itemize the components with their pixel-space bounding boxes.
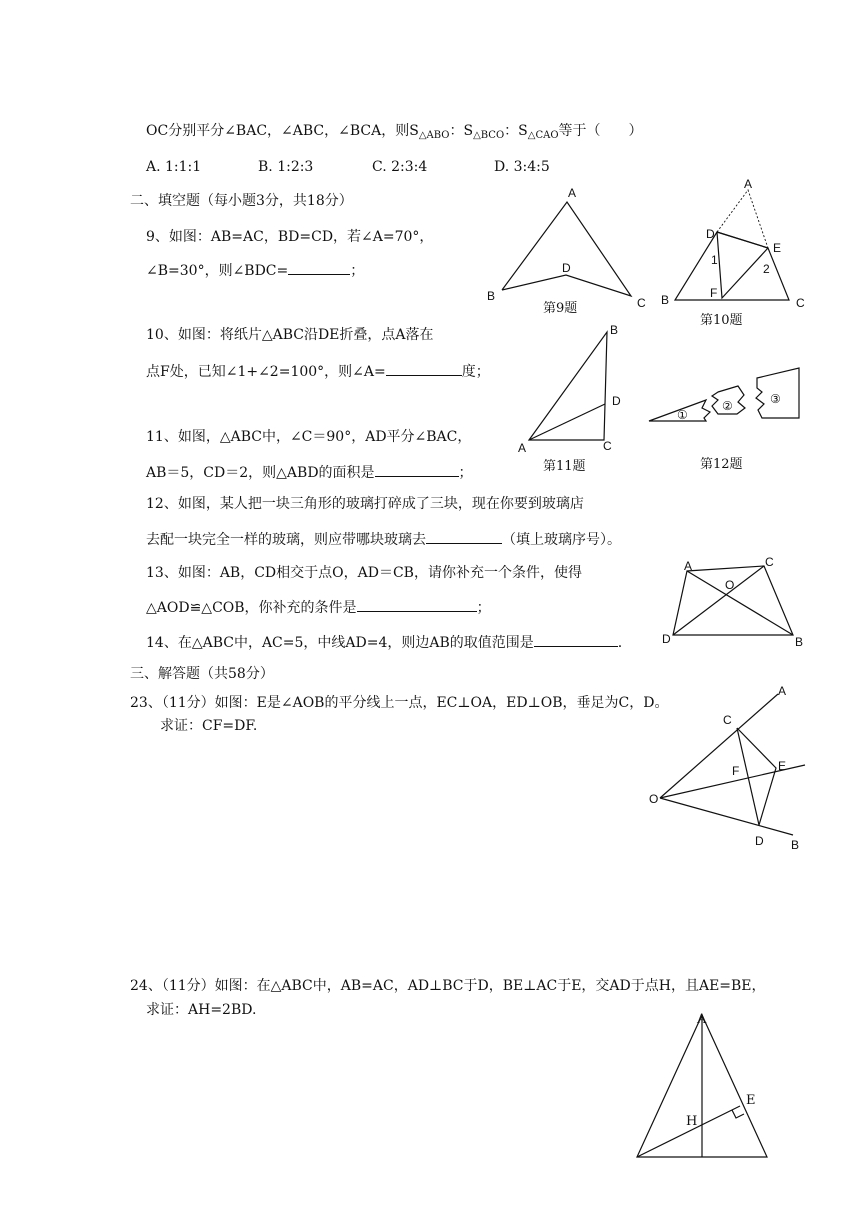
q13-text: △AOD≌△COB，你补充的条件是 bbox=[146, 600, 357, 616]
fig23-label-f: F bbox=[732, 764, 740, 778]
q10-end: 度； bbox=[461, 364, 490, 380]
fig24-right-angle bbox=[732, 1110, 744, 1118]
fig10-fold-lines bbox=[717, 232, 768, 298]
fig10-label-b: B bbox=[661, 293, 670, 307]
q8-option-a: A. 1:1:1 bbox=[146, 159, 202, 175]
fig10-label-e: E bbox=[773, 241, 782, 255]
q11-line1: 11、如图，△ABC中，∠C＝90°，AD平分∠BAC， bbox=[146, 429, 472, 445]
fig23-label-d: D bbox=[755, 834, 764, 848]
fig11-label-d: D bbox=[612, 394, 621, 408]
fig9-label-d: D bbox=[562, 261, 571, 275]
fig23-ray-oa bbox=[660, 694, 778, 798]
q24-line1: 24、（11分）如图：在△ABC中，AB=AC，AD⊥BC于D，BE⊥AC于E，交AD于点H，且AE=BE， bbox=[130, 978, 766, 994]
fig10-label-c: C bbox=[796, 296, 805, 310]
q10-line1: 10、如图：将纸片△ABC沿DE折叠，点A落在 bbox=[146, 327, 434, 343]
fig10-label-f: F bbox=[710, 286, 718, 300]
fig23-label-b: B bbox=[791, 838, 800, 852]
fig23-label-e: E bbox=[778, 759, 787, 773]
fig12-caption: 第12题 bbox=[700, 457, 743, 472]
q11-text: AB＝5，CD＝2，则△ABD的面积是 bbox=[146, 465, 375, 481]
fig10-label-a: A bbox=[744, 177, 753, 191]
fig24-label-a: A bbox=[697, 1012, 707, 1027]
fig9-caption: 第9题 bbox=[543, 301, 578, 316]
fig10-label-d: D bbox=[706, 227, 715, 241]
fig23-label-o: O bbox=[649, 792, 659, 806]
q14-text: 14、在△ABC中，AC=5，中线AD=4，则边AB的取值范围是 bbox=[146, 635, 534, 651]
fig13-label-c: C bbox=[765, 555, 774, 569]
fig11-caption: 第11题 bbox=[543, 459, 586, 474]
fig13-label-a: A bbox=[684, 559, 693, 573]
q12-end: （填上玻璃序号）。 bbox=[502, 532, 621, 548]
q11-end: ； bbox=[458, 465, 473, 481]
fig23-ray-ob bbox=[660, 798, 793, 835]
fig11-label-a: A bbox=[518, 441, 527, 455]
q8-sub-bco: △BCO bbox=[473, 130, 505, 141]
q8-sep2: ：S bbox=[504, 123, 528, 139]
q13-end: ； bbox=[476, 600, 491, 616]
q8-text: OC分别平分∠BAC，∠ABC，∠BCA，则S bbox=[146, 123, 419, 139]
q8-sub-abo: △ABO bbox=[418, 130, 450, 141]
q8-option-c: C. 2:3:4 bbox=[372, 159, 428, 175]
fig11-triangle bbox=[529, 332, 607, 440]
q12-line1: 12、如图，某人把一块三角形的玻璃打碎成了三块，现在你要到玻璃店 bbox=[146, 496, 584, 512]
section-2-heading: 二、填空题（每小题3分，共18分） bbox=[130, 193, 353, 209]
q10-text: 点F处，已知∠1+∠2=100°，则∠A= bbox=[146, 364, 386, 380]
fig24-label-e: E bbox=[746, 1093, 756, 1108]
fig10-label-1: 1 bbox=[711, 253, 718, 267]
fig11-bisector bbox=[529, 404, 605, 440]
q8-sep1: ：S bbox=[449, 123, 474, 139]
fig13-label-d: D bbox=[662, 632, 671, 646]
fig10-caption: 第10题 bbox=[700, 313, 743, 328]
fig9-label-a: A bbox=[568, 186, 577, 200]
q13-line1: 13、如图：AB，CD相交于点O，AD＝CB，请你补充一个条件，使得 bbox=[146, 565, 582, 581]
fig12-label-2: ② bbox=[722, 399, 733, 413]
q9-text: ∠B=30°，则∠BDC= bbox=[146, 263, 289, 279]
fig12-label-3: ③ bbox=[770, 392, 781, 406]
fig12-label-1: ① bbox=[677, 408, 688, 422]
q8-sub-cao: △CAO bbox=[527, 130, 559, 141]
fig9-label-b: B bbox=[487, 289, 496, 303]
fig23-label-c: C bbox=[723, 713, 732, 727]
fig11-label-b: B bbox=[610, 323, 619, 337]
q9-line1: 9、如图：AB=AC，BD=CD，若∠A=70°， bbox=[146, 229, 434, 245]
fig10-fold-dotted bbox=[717, 190, 768, 248]
fig23-label-a: A bbox=[778, 684, 787, 698]
q9-end: ； bbox=[350, 263, 365, 279]
q14-end: . bbox=[617, 635, 623, 651]
q8-option-b: B. 1:2:3 bbox=[258, 159, 314, 175]
fig13-label-o: O bbox=[725, 578, 735, 592]
q8-tail: 等于（ ） bbox=[558, 123, 643, 139]
q12-text: 去配一块完全一样的玻璃，则应带哪块玻璃去 bbox=[146, 532, 426, 548]
q24-line2: 求证：AH=2BD. bbox=[146, 1002, 257, 1018]
fig9-label-c: C bbox=[637, 296, 646, 310]
section-3-heading: 三、解答题（共58分） bbox=[130, 666, 274, 682]
q23-line1: 23、（11分）如图：E是∠AOB的平分线上一点，EC⊥OA，ED⊥OB，垂足为C，D。 bbox=[130, 695, 669, 711]
fig9-shape bbox=[502, 202, 631, 296]
q8-option-d: D. 3:4:5 bbox=[494, 159, 550, 175]
fig13-label-b: B bbox=[795, 635, 804, 649]
q23-line2: 求证：CF=DF. bbox=[160, 718, 258, 734]
fig24-label-h: H bbox=[686, 1114, 698, 1129]
fig11-label-c: C bbox=[603, 439, 612, 453]
fig10-label-2: 2 bbox=[763, 262, 770, 276]
fig10-triangle bbox=[675, 232, 789, 300]
